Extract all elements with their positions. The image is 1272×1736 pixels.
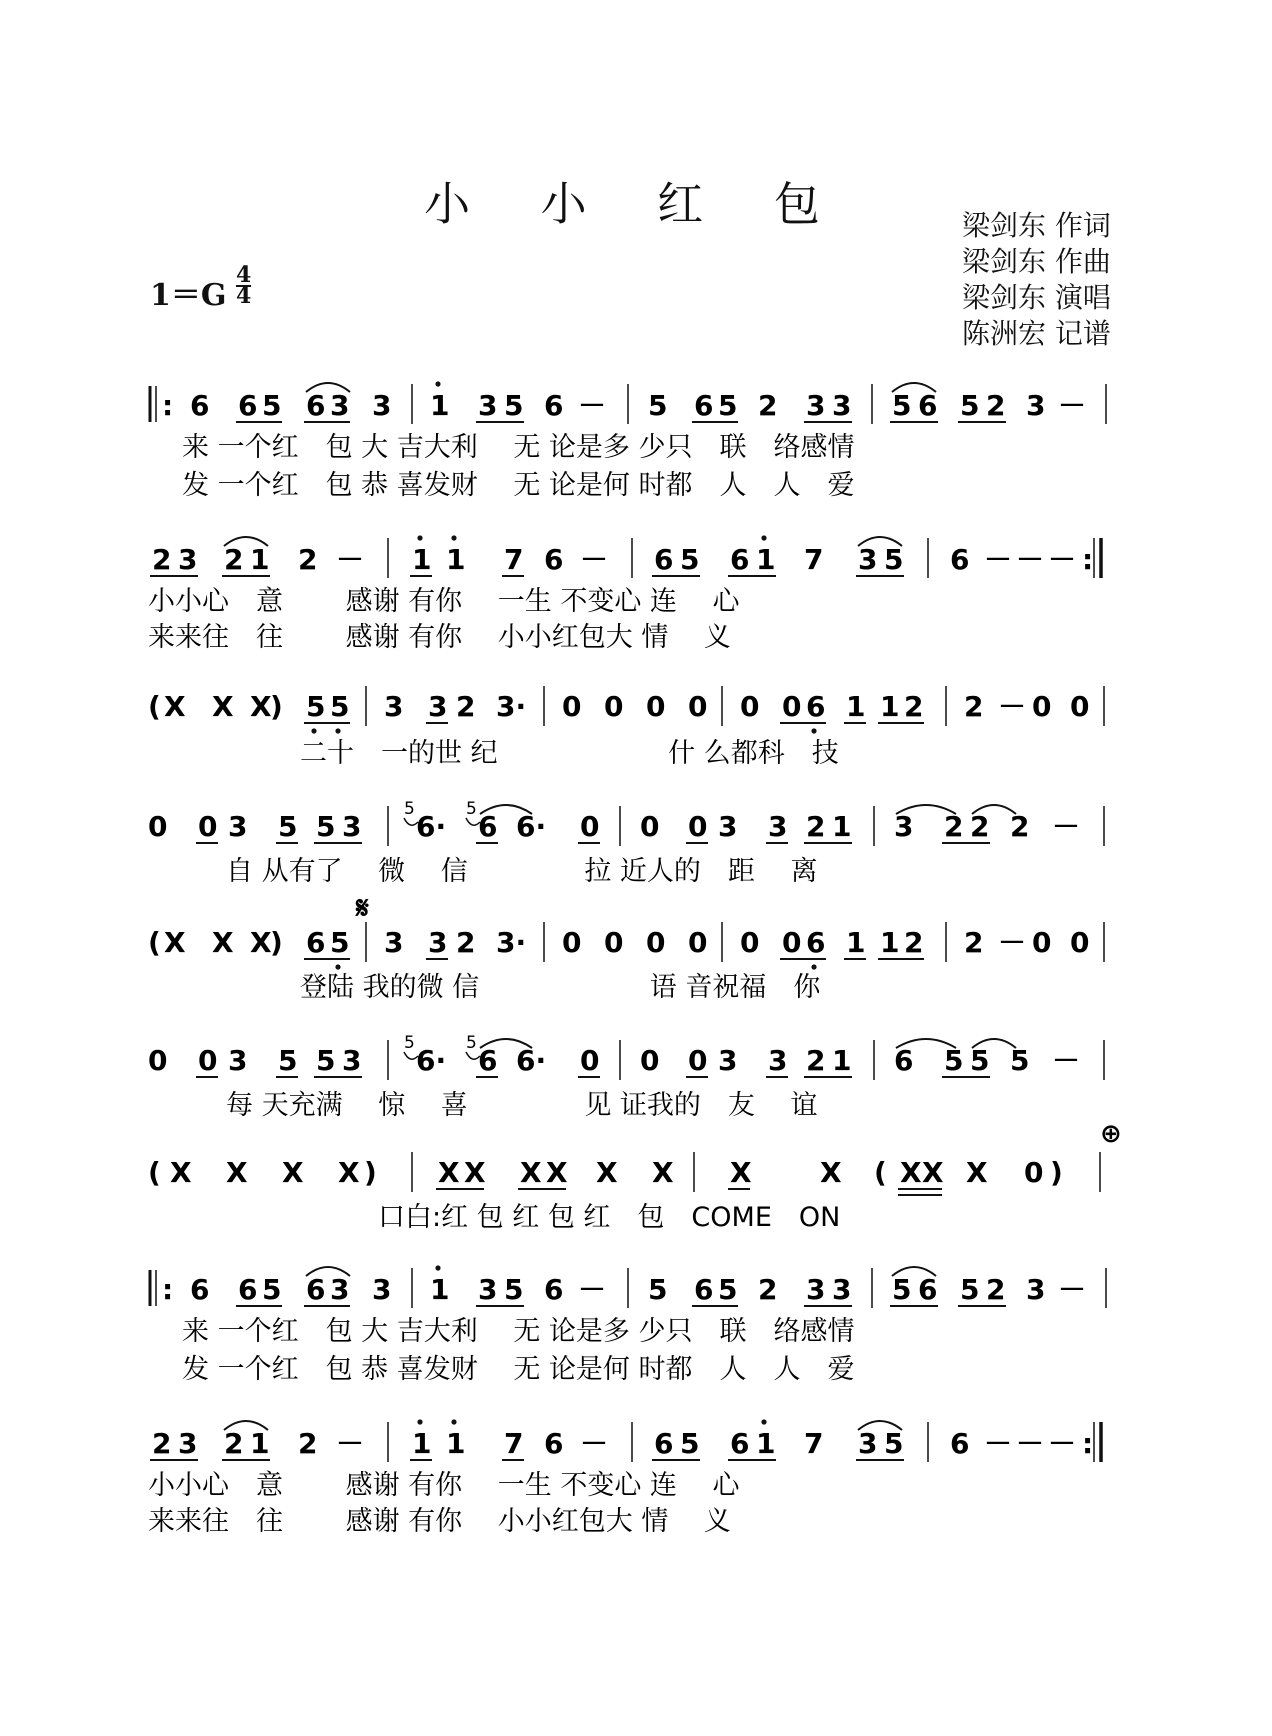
note: 6	[238, 1273, 258, 1306]
note: 5	[316, 810, 336, 843]
note: X	[226, 1156, 248, 1189]
high-dot	[417, 1419, 422, 1424]
note: 3	[178, 1427, 198, 1460]
note: X	[966, 1156, 988, 1189]
note: 5	[970, 1044, 990, 1077]
note: X	[170, 1156, 192, 1189]
repeat-dots: :	[1082, 1427, 1094, 1460]
note: 5	[330, 926, 350, 959]
note: 3	[384, 690, 404, 723]
low-dot	[335, 728, 340, 733]
note: 2	[758, 389, 778, 422]
note: 6	[694, 389, 714, 422]
dash: －	[1016, 1427, 1045, 1460]
note: 5	[718, 1273, 738, 1306]
note: 2	[806, 810, 826, 843]
note: 6	[306, 1273, 326, 1306]
note: 3	[228, 810, 248, 843]
note: X	[212, 926, 234, 959]
rest: 0	[782, 690, 802, 723]
note: 6·	[516, 1044, 547, 1077]
repeat-dots: :	[162, 1273, 174, 1306]
dash: －	[578, 389, 607, 422]
rest: 0	[562, 690, 582, 723]
system-6	[148, 1033, 1122, 1149]
dash: －	[1058, 1273, 1087, 1306]
paren-close: )	[270, 690, 283, 723]
low-dot	[335, 964, 340, 969]
note: X	[250, 690, 272, 723]
dash: －	[580, 543, 609, 576]
note: 5	[262, 389, 282, 422]
note: 3	[342, 1044, 362, 1077]
note: 3·	[496, 690, 527, 723]
lyric-line-1: 小小心 意 感谢 有你 一生 不变心 连 心	[148, 1470, 740, 1501]
note: 1	[846, 690, 866, 723]
note: 3	[806, 389, 826, 422]
high-dot	[435, 1265, 440, 1270]
note: 6	[544, 389, 564, 422]
rest: 0	[688, 690, 708, 723]
note: 6	[730, 543, 750, 576]
dash: －	[984, 1427, 1013, 1460]
note: 6	[654, 543, 674, 576]
note: 3	[178, 543, 198, 576]
paren-open: (	[874, 1156, 887, 1189]
note: 2	[904, 690, 924, 723]
note: 7	[804, 543, 824, 576]
note: 1	[412, 543, 432, 576]
note: 6	[544, 543, 564, 576]
note: 5	[306, 690, 326, 723]
note: 5	[330, 690, 350, 723]
note: 3	[478, 1273, 498, 1306]
system-1	[150, 381, 1106, 501]
note: 6	[306, 389, 326, 422]
repeat-dots: :	[1082, 543, 1094, 576]
note: 6	[238, 389, 258, 422]
note: 6	[950, 1427, 970, 1460]
note: X	[464, 1156, 486, 1189]
note: 2	[964, 690, 984, 723]
note: 3	[858, 1427, 878, 1460]
rest: 0	[1024, 1156, 1044, 1189]
note: 2	[298, 1427, 318, 1460]
note: 5	[884, 543, 904, 576]
low-dot	[811, 964, 816, 969]
note: 6	[918, 1273, 938, 1306]
note: 6	[544, 1427, 564, 1460]
note: 3	[1026, 1273, 1046, 1306]
dash: －	[998, 926, 1027, 959]
system-7	[148, 1152, 1100, 1233]
note: 1	[832, 810, 852, 843]
paren-close: )	[1050, 1156, 1063, 1189]
note: 2	[224, 543, 244, 576]
note: 6·	[416, 810, 447, 843]
note: 6	[730, 1427, 750, 1460]
note: 2	[758, 1273, 778, 1306]
rest: 0	[640, 810, 660, 843]
note: 5	[504, 1273, 524, 1306]
rest: 0	[198, 1044, 218, 1077]
note: 5	[648, 389, 668, 422]
note: X	[250, 926, 272, 959]
note: X	[922, 1156, 944, 1189]
dash: －	[1058, 389, 1087, 422]
note: 3	[718, 1044, 738, 1077]
dash: －	[1048, 1427, 1077, 1460]
note: 6	[190, 389, 210, 422]
note: X	[164, 926, 186, 959]
note: 6	[544, 1273, 564, 1306]
dash: －	[336, 543, 365, 576]
note: 5	[944, 1044, 964, 1077]
paren-close: )	[364, 1156, 377, 1189]
coda-sign: ⊕	[1100, 1119, 1122, 1149]
note: 7	[504, 1427, 524, 1460]
note: 2	[806, 1044, 826, 1077]
rest: 0	[646, 690, 666, 723]
credit-singer: 梁剑东 演唱	[962, 281, 1111, 314]
lyric-line-2: 发 一个红 包 恭 喜发财 无 论是何 时都 人 人 爱	[182, 1354, 855, 1385]
rest: 0	[782, 926, 802, 959]
note: 3	[384, 926, 404, 959]
note: 2	[904, 926, 924, 959]
dash: －	[1016, 543, 1045, 576]
note: 5	[278, 810, 298, 843]
dash: －	[1048, 543, 1077, 576]
note: 5	[680, 1427, 700, 1460]
grace-note: 5	[466, 799, 477, 819]
high-dot	[451, 1419, 456, 1424]
credit-composer: 梁剑东 作曲	[962, 245, 1111, 278]
note: 6	[894, 1044, 914, 1077]
note: X	[520, 1156, 542, 1189]
system-4	[148, 799, 1104, 887]
high-dot	[417, 535, 422, 540]
note: 1	[430, 1273, 450, 1306]
note: 3	[832, 389, 852, 422]
high-dot	[761, 1419, 766, 1424]
note: 6	[694, 1273, 714, 1306]
low-dot	[311, 728, 316, 733]
note: X	[338, 1156, 360, 1189]
high-dot	[761, 535, 766, 540]
note: X	[164, 690, 186, 723]
note: 5	[960, 1273, 980, 1306]
note: 6	[806, 690, 826, 723]
note: 6	[478, 810, 498, 843]
note: 2	[456, 926, 476, 959]
note: 6·	[416, 1044, 447, 1077]
lyric-line-2: 来来往 往 感谢 有你 小小红包大 情 义	[148, 622, 731, 653]
high-dot	[451, 535, 456, 540]
note: 1	[412, 1427, 432, 1460]
note: 6	[190, 1273, 210, 1306]
paren-open: (	[148, 1156, 161, 1189]
rest: 0	[740, 690, 760, 723]
rest: 0	[148, 1044, 168, 1077]
note: 1	[430, 389, 450, 422]
note: X	[652, 1156, 674, 1189]
note: 6	[806, 926, 826, 959]
rest: 0	[1032, 926, 1052, 959]
system-2	[148, 535, 1101, 653]
note: 2	[986, 1273, 1006, 1306]
note: 3	[894, 810, 914, 843]
lyric-line-1: 口白:红 包 红 包 红 包 COME ON	[378, 1202, 841, 1233]
note: 6	[478, 1044, 498, 1077]
paren-close: )	[270, 926, 283, 959]
rest: 0	[688, 810, 708, 843]
note: 5	[316, 1044, 336, 1077]
grace-note: 5	[466, 1033, 477, 1053]
note: X	[212, 690, 234, 723]
paren-open: (	[148, 690, 161, 723]
note: 6	[950, 543, 970, 576]
note: X	[438, 1156, 460, 1189]
lyric-line-1: 每 天充满 惊 喜 见 证我的 友 谊	[226, 1090, 818, 1121]
note: 2	[298, 543, 318, 576]
credit-transcriber: 陈洲宏 记谱	[962, 317, 1111, 350]
lyric-line-1: 来 一个红 包 大 吉大利 无 论是多 少只 联 络感情	[182, 432, 855, 463]
dash: －	[336, 1427, 365, 1460]
system-5	[148, 891, 1104, 1003]
note: 5	[504, 389, 524, 422]
segno-sign: 𝄋	[356, 891, 369, 926]
note: 3	[330, 389, 350, 422]
lyric-line-2: 来来往 往 感谢 有你 小小红包大 情 义	[148, 1506, 731, 1537]
rest: 0	[1070, 926, 1090, 959]
grace-note: 5	[404, 799, 415, 819]
note: 7	[804, 1427, 824, 1460]
note: 3	[1026, 389, 1046, 422]
note: 3	[330, 1273, 350, 1306]
note: 1	[446, 1427, 466, 1460]
note: X	[596, 1156, 618, 1189]
note: 5	[648, 1273, 668, 1306]
note: 6·	[516, 810, 547, 843]
lyric-line-1: 登陆 我的微 信 语 音祝福 你	[300, 972, 821, 1003]
rest: 0	[1032, 690, 1052, 723]
note: X	[546, 1156, 568, 1189]
note: X	[900, 1156, 922, 1189]
note: 1	[880, 926, 900, 959]
note: 5	[1010, 1044, 1030, 1077]
rest: 0	[604, 926, 624, 959]
note: 3	[768, 1044, 788, 1077]
high-dot	[435, 381, 440, 386]
note: 6	[306, 926, 326, 959]
time-signature-top: 4	[236, 262, 252, 288]
note: 3	[858, 543, 878, 576]
low-dot	[811, 728, 816, 733]
note: 5	[884, 1427, 904, 1460]
rest: 0	[580, 810, 600, 843]
note: X	[820, 1156, 842, 1189]
note: 1	[756, 1427, 776, 1460]
rest: 0	[604, 690, 624, 723]
note: 5	[892, 389, 912, 422]
lyric-line-1: 二十 一的世 纪 什 么都科 技	[300, 738, 839, 769]
dash: －	[1052, 1044, 1081, 1077]
system-8	[150, 1265, 1106, 1385]
note: X	[282, 1156, 304, 1189]
rest: 0	[688, 1044, 708, 1077]
note: 1	[446, 543, 466, 576]
grace-note: 5	[404, 1033, 415, 1053]
note: 3·	[496, 926, 527, 959]
note: 3	[718, 810, 738, 843]
note: 7	[504, 543, 524, 576]
note: 2	[456, 690, 476, 723]
song-title: 小 小 红 包	[424, 177, 848, 231]
note: 3	[478, 389, 498, 422]
note: 3	[428, 690, 448, 723]
note: 2	[152, 543, 172, 576]
repeat-dots: :	[162, 389, 174, 422]
note: 6	[654, 1427, 674, 1460]
system-3	[148, 686, 1104, 769]
note: 2	[986, 389, 1006, 422]
rest: 0	[646, 926, 666, 959]
note: 1	[250, 1427, 270, 1460]
note: 5	[278, 1044, 298, 1077]
note: 1	[880, 690, 900, 723]
note: 1	[846, 926, 866, 959]
note: 3	[832, 1273, 852, 1306]
rest: 0	[740, 926, 760, 959]
note: 2	[964, 926, 984, 959]
lyric-line-1: 来 一个红 包 大 吉大利 无 论是多 少只 联 络感情	[182, 1316, 855, 1347]
note: 3	[806, 1273, 826, 1306]
dash: －	[580, 1427, 609, 1460]
note: 5	[960, 389, 980, 422]
note: 5	[680, 543, 700, 576]
note: 3	[428, 926, 448, 959]
note: 1	[756, 543, 776, 576]
note: 3	[342, 810, 362, 843]
rest: 0	[148, 810, 168, 843]
rest: 0	[580, 1044, 600, 1077]
note: 2	[152, 1427, 172, 1460]
time-signature-bottom: 4	[236, 283, 252, 309]
lyric-line-2: 发 一个红 包 恭 喜发财 无 论是何 时都 人 人 爱	[182, 470, 855, 501]
key-signature: 1＝G	[150, 278, 227, 313]
note: 2	[944, 810, 964, 843]
note: 2	[1010, 810, 1030, 843]
rest: 0	[640, 1044, 660, 1077]
note: 6	[918, 389, 938, 422]
note: 3	[372, 1273, 392, 1306]
note: 3	[372, 389, 392, 422]
dash: －	[1052, 810, 1081, 843]
credit-lyricist: 梁剑东 作词	[962, 209, 1111, 242]
note: 2	[970, 810, 990, 843]
note: X	[730, 1156, 752, 1189]
note: 2	[224, 1427, 244, 1460]
note: 1	[250, 543, 270, 576]
note: 3	[768, 810, 788, 843]
lyric-line-1: 小小心 意 感谢 有你 一生 不变心 连 心	[148, 586, 740, 617]
paren-open: (	[148, 926, 161, 959]
dash: －	[984, 543, 1013, 576]
note: 5	[718, 389, 738, 422]
dash: －	[998, 690, 1027, 723]
rest: 0	[688, 926, 708, 959]
system-9	[148, 1419, 1101, 1537]
note: 5	[892, 1273, 912, 1306]
rest: 0	[562, 926, 582, 959]
note: 5	[262, 1273, 282, 1306]
rest: 0	[1070, 690, 1090, 723]
note: 1	[832, 1044, 852, 1077]
note: 3	[228, 1044, 248, 1077]
lyric-line-1: 自 从有了 微 信 拉 近人的 距 离	[226, 856, 818, 887]
dash: －	[578, 1273, 607, 1306]
rest: 0	[198, 810, 218, 843]
